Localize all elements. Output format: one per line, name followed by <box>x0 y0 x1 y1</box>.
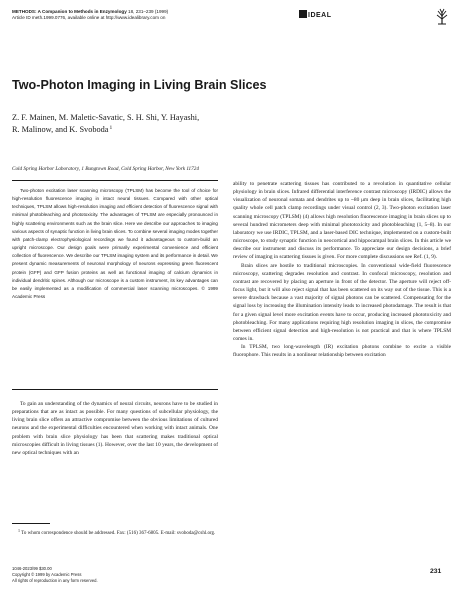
body-text-right-column <box>233 180 451 359</box>
correspondence-footnote <box>12 527 218 537</box>
author-footnote-mark: 1 <box>109 125 113 132</box>
ideal-logo-square-icon <box>299 10 307 18</box>
authors-line-2-text: R. Malinow, and K. Svoboda <box>12 125 109 135</box>
journal-name: METHODS: A Companion to Methods in Enzymology <box>12 9 127 14</box>
academic-press-tree-icon <box>436 8 448 25</box>
ideal-logo-text: IDEAL <box>308 12 332 19</box>
copyright-colophon <box>12 566 218 583</box>
abstract-text: Two-photon excitation laser scanning microscopy (TPLSM) has become the tool of choice for high-resolution fluorescence imaging in intact neural tissues. Compared with other optical techniques, TPLSM allows high-resolution imaging and efficient detection of fluorescence signal with minimal photobleaching and phototoxicity. The advantages of TPLSM are especially pronounced in highly scattering environments such as the brain slice. Here we describe our approaches to imaging various aspects of synaptic function in living brain slices. To combine several imaging modes together with patch-clamp electrophysiological recordings we found it advantageous to custom-build an upright microscope. Our design goals were primarily experimental convenience and efficient collection of fluorescence. We describe our TPLSM imaging system and its performance in detail. We present dynamic measurements of neuronal morphology of neurons expressing green fluorescent protein (GFP) and GFP fusion proteins as well as functional imaging of calcium dynamics in individual dendritic spines. Although our microscope is a custom instrument, its key advantages can be easily implemented as a modification of commercial laser scanning microscopes. © 1999 Academic Press <box>12 188 218 300</box>
colophon-rights: All rights of reproduction in any form reserved. <box>12 577 98 583</box>
footnote-divider <box>12 523 50 524</box>
journal-masthead <box>12 9 448 31</box>
authors-line-2 <box>12 123 292 135</box>
right-paragraph-3: In TPLSM, two long-wavelength (IR) excitation photons combine to excite a visible fluorophore. This results in a nonlinear relationship between excitation <box>233 344 451 359</box>
journal-volume: 18, 231–239 (1999) <box>128 9 169 14</box>
footnote-text: To whom correspondence should be addressed. Fax: (516) 367-6805. E-mail: svoboda@cshl.org. <box>21 531 216 536</box>
authors-line-1: Z. F. Mainen, M. Maletic-Savatic, S. H. Shi, Y. Hayashi, <box>12 113 200 122</box>
right-paragraph-2: Brain slices are hostile to traditional microscopies. In conventional wide-field fluorescence microscopy, scattering degrades resolution and contrast. In confocal microscopy, resolution and contrast are recovered by placing an aperture in front of the detector. The aperture will reject off-focus light, but it will also reject signal that has been scattered on its way out of the tissue. This is a severe drawback because a vast majority of signal photons can be scattered. Compensating for the signal loss by increasing the illumination intensity leads to increased photodamage. The result is that for a given signal level more excitation events have to occur, producing increased phototoxicity and photobleaching. For many applications requiring high resolution imaging in slices, the compromise between efficient signal detection and high-resolution is not practical and that is where TPLSM comes in. <box>233 262 451 342</box>
article-id-line: Article ID meth.1999.0776, available online at http://www.idealibrary.com on <box>12 15 166 21</box>
affiliation: Cold Spring Harbor Laboratory, 1 Bungtown Road, Cold Spring Harbor, New York 11724 <box>12 166 199 172</box>
body-text-left-column: To gain an understanding of the dynamics of neural circuits, neurons have to be studied in preparations that are as intact as possible. For many questions of subcellular physiology, the living brain slice offers an attractive compromise between the obvious limitations of cultured neurons and the experimental difficulties encountered when working with intact animals. One problem with brain slice physiology has been that scattering makes traditional optical microscopies difficult in living tissues (1). However, over the last 10 years, the development of new optical techniques with an <box>12 401 218 456</box>
right-paragraph-1: ability to penetrate scattering tissues has contributed to a revolution in quantitative cellular physiology in brain slices. Infrared differential interference contrast microscopy (IRDIC) allows the visualization of neuronal somata and dendrites up to ~80 μm deep in brain slices, facilitating high quality whole cell patch clamp recordings under visual control (2, 3). Two-photon excitation laser scanning microscopy (TPLSM) (4) allows high resolution fluorescence imaging in brain slices up to several hundred micrometers deep with minimal phototoxicity and photobleaching (1, 5–8). In our laboratory we use IRDIC, TPLSM, and a laser-based DIC technique, implemented on a custom-built microscope, to study synaptic function in neocortical and hippocampal brain slices. In this article we describe our instrument and discuss its performance. To appreciate our design decisions, a brief review of imaging in scattering tissues is given. For more complete discussions see Ref. (1, 9). <box>233 181 451 261</box>
colophon-price: 1046-2023/99 $30.00 <box>12 566 52 571</box>
page-number: 231 <box>430 568 442 575</box>
colophon-copyright: Copyright © 1999 by Academic Press <box>12 571 82 577</box>
ideal-library-logo <box>299 10 332 19</box>
author-list <box>12 112 292 135</box>
article-title: Two-Photon Imaging in Living Brain Slices <box>12 78 267 92</box>
footnote-mark: 1 <box>18 528 20 533</box>
abstract-box <box>12 180 218 390</box>
